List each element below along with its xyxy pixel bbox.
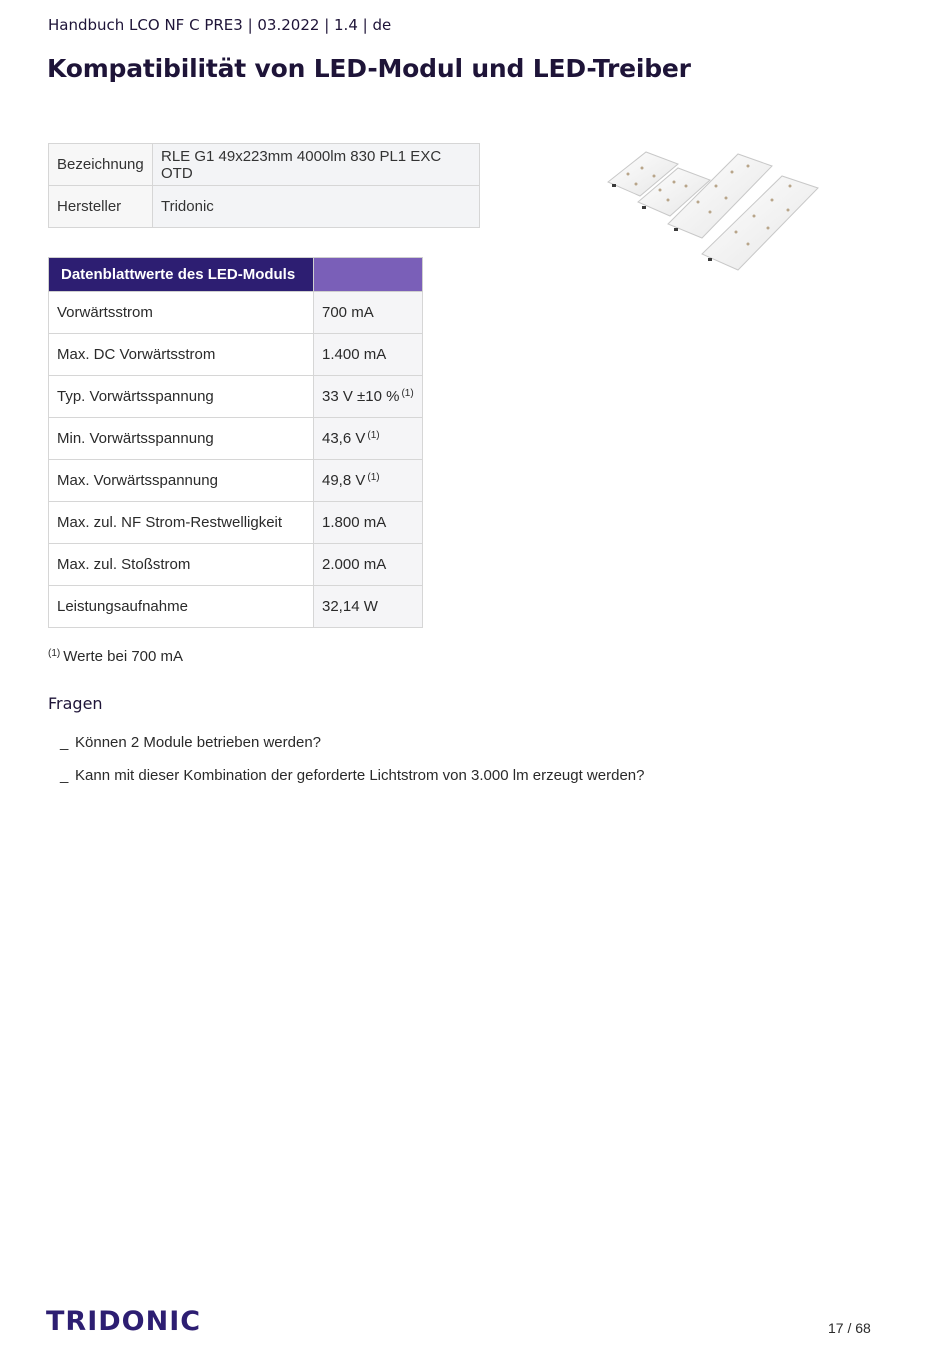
footnote-marker: (1) xyxy=(367,430,380,441)
spec-value: 2.000 mA xyxy=(314,544,423,586)
bullet-marker: _ xyxy=(60,767,69,784)
info-label: Hersteller xyxy=(49,186,153,228)
spec-label: Min. Vorwärtsspannung xyxy=(49,418,314,460)
page-title: Kompatibilität von LED-Modul und LED-Treiber xyxy=(47,54,691,83)
table-row xyxy=(49,376,423,418)
spec-value: 700 mA xyxy=(314,292,423,334)
list-item xyxy=(60,734,644,767)
footnote xyxy=(48,648,183,665)
led-board xyxy=(608,152,818,270)
footnote-marker: (1) xyxy=(48,648,61,659)
spec-value: 33 V ±10 % $^{(1)}$ xyxy=(314,376,423,418)
footnote-text: Werte bei 700 mA xyxy=(63,648,184,665)
table-row xyxy=(49,292,423,334)
datasheet-table xyxy=(48,257,423,628)
datasheet-header-value xyxy=(314,258,423,292)
info-value: RLE G1 49x223mm 4000lm 830 PL1 EXC OTD xyxy=(153,144,480,186)
spec-label: Vorwärtsstrom xyxy=(49,292,314,334)
table-row xyxy=(49,586,423,628)
info-value: Tridonic xyxy=(153,186,480,228)
table-row xyxy=(49,186,480,228)
document-header: Handbuch LCO NF C PRE3 | 03.2022 | 1.4 | de xyxy=(48,16,392,34)
table-row xyxy=(49,334,423,376)
spec-label: Max. DC Vorwärtsstrom xyxy=(49,334,314,376)
spec-label: Max. zul. Stoßstrom xyxy=(49,544,314,586)
questions-heading: Fragen xyxy=(48,694,103,713)
table-row xyxy=(49,502,423,544)
led-module-product-image xyxy=(598,140,828,280)
table-row xyxy=(49,460,423,502)
table-row xyxy=(49,144,480,186)
table-header-row xyxy=(49,258,423,292)
spec-label: Max. Vorwärtsspannung xyxy=(49,460,314,502)
table-row xyxy=(49,418,423,460)
bullet-marker: _ xyxy=(60,734,69,751)
question-text: Kann mit dieser Kombination der geforderte Lichtstrom von 3.000 lm erzeugt werden? xyxy=(75,767,645,784)
spec-value: 1.400 mA xyxy=(314,334,423,376)
footnote-marker: (1) xyxy=(367,472,380,483)
spec-value: 43,6 V $^{(1)}$ xyxy=(314,418,423,460)
spec-value: 32,14 W xyxy=(314,586,423,628)
tridonic-logo: TRIDONIC xyxy=(46,1306,202,1337)
questions-list xyxy=(60,734,644,800)
table-row xyxy=(49,544,423,586)
info-label: Bezeichnung xyxy=(49,144,153,186)
spec-label: Max. zul. NF Strom-Restwelligkeit xyxy=(49,502,314,544)
list-item xyxy=(60,767,644,800)
module-info-table xyxy=(48,143,480,228)
datasheet-header-label: Datenblattwerte des LED-Moduls xyxy=(49,258,314,292)
question-text: Können 2 Module betrieben werden? xyxy=(75,734,322,751)
footnote-marker: (1) xyxy=(401,388,414,399)
spec-label: Leistungsaufnahme xyxy=(49,586,314,628)
page-number: 17 / 68 xyxy=(828,1320,871,1336)
spec-value: 1.800 mA xyxy=(314,502,423,544)
spec-value: 49,8 V $^{(1)}$ xyxy=(314,460,423,502)
spec-label: Typ. Vorwärtsspannung xyxy=(49,376,314,418)
